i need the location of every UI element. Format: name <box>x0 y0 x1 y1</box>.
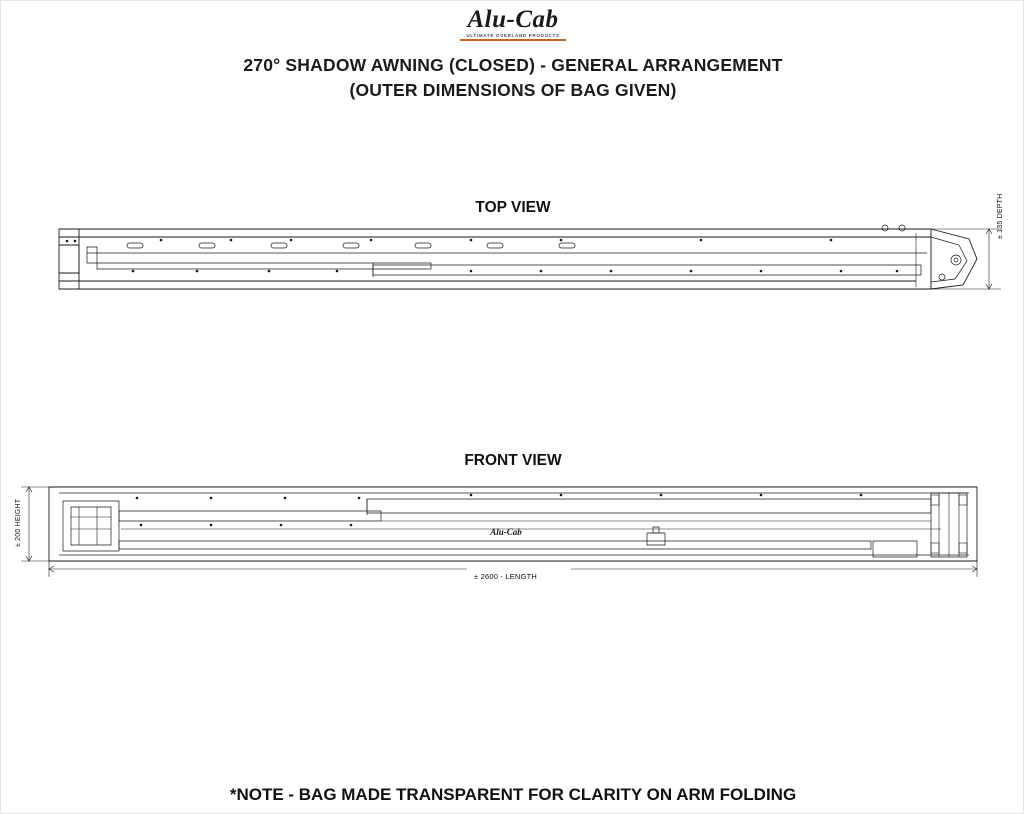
footer-note: *NOTE - BAG MADE TRANSPARENT FOR CLARITY ON ARM FOLDING <box>229 785 797 804</box>
brand-tagline: ULTIMATE OVERLAND PRODUCTS <box>466 33 560 39</box>
page-title-line1: 270° SHADOW AWNING (CLOSED) - GENERAL ARRANGEMENT <box>243 55 783 75</box>
height-dimension-line <box>21 487 53 561</box>
front-view-drawing <box>49 487 977 561</box>
depth-dimension-label: ± 135 DEPTH <box>997 193 1004 239</box>
top-view-drawing <box>59 225 977 289</box>
length-dimension-line <box>49 561 977 577</box>
bag-brand-label: Alu-Cab <box>490 527 522 537</box>
front-view-label: FRONT VIEW <box>464 452 562 469</box>
brand-name: Alu-Cab <box>467 6 559 33</box>
page-title-line2: (OUTER DIMENSIONS OF BAG GIVEN) <box>349 80 677 100</box>
top-view-label: TOP VIEW <box>475 199 551 216</box>
length-dimension-label: ± 2600 - LENGTH <box>474 572 537 581</box>
height-dimension-label: ± 200 HEIGHT <box>15 498 22 547</box>
technical-drawing <box>1 1 1024 814</box>
